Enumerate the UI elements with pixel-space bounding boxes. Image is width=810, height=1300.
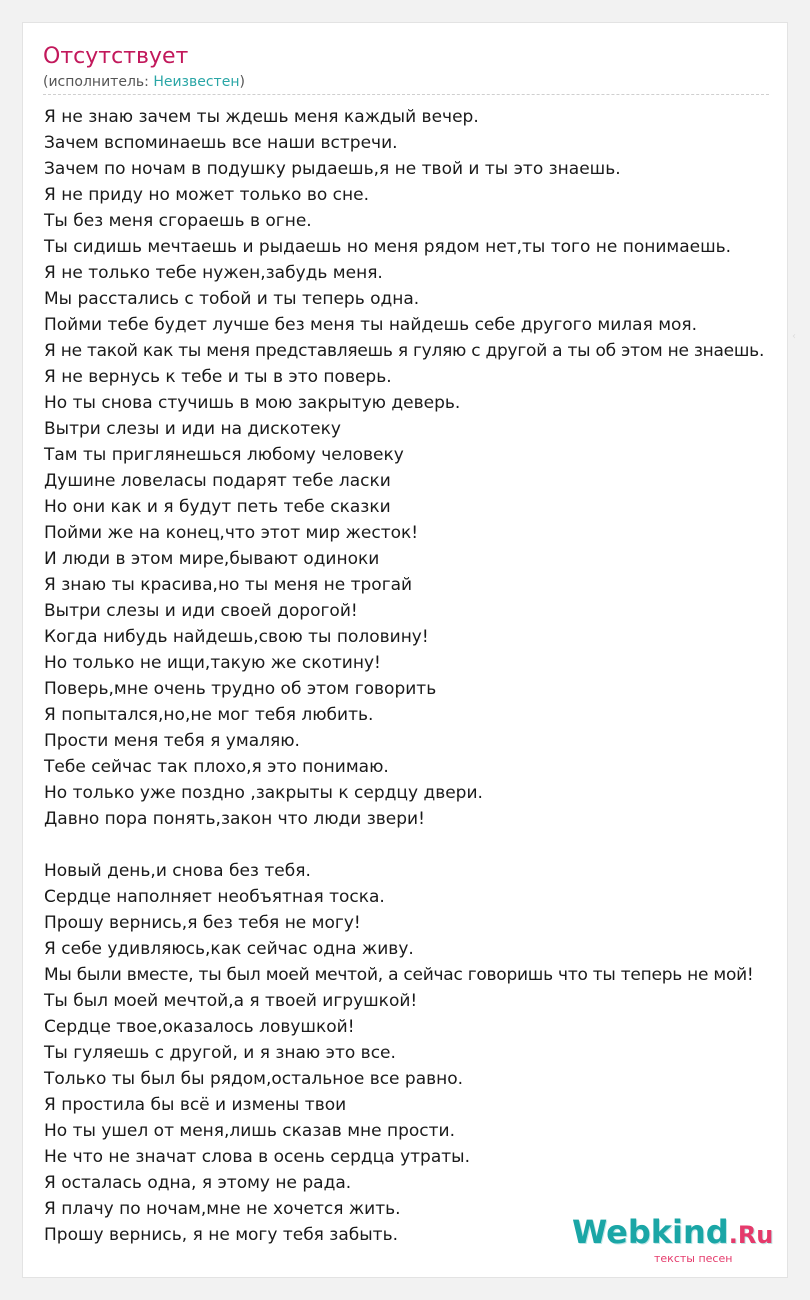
lyric-line: Душине ловеласы подарят тебе ласки [44, 471, 391, 491]
lyric-line: И люди в этом мире,бывают одиноки [44, 549, 380, 569]
lyric-line: Я себе удивляюсь,как сейчас одна живу. [44, 939, 414, 959]
lyric-line: Давно пора понять,закон что люди звери! [44, 809, 425, 829]
artist-suffix: ) [239, 74, 245, 90]
lyric-line: Новый день,и снова без тебя. [44, 861, 311, 881]
lyric-line: Я не только тебе нужен,забудь меня. [44, 263, 383, 283]
lyric-line: Ты сидишь мечтаешь и рыдаешь но меня рядом нет,ты того не понимаешь. [44, 237, 732, 257]
lyrics-card [22, 22, 788, 1278]
lyric-line: Только ты был бы рядом,остальное все равно. [44, 1069, 464, 1089]
lyric-line: Прошу вернись, я не могу тебя забыть. [44, 1225, 398, 1245]
lyric-line: Когда нибудь найдешь,свою ты половину! [44, 627, 429, 647]
lyric-line: Там ты приглянешься любому человеку [44, 445, 404, 465]
lyric-line: Вытри слезы и иди своей дорогой! [44, 601, 358, 621]
lyric-line: Мы были вместе, ты был моей мечтой, а сейчас говоришь что ты теперь не мой! [44, 965, 754, 985]
logo-wordmark [572, 1212, 773, 1255]
artist-prefix: (исполнитель: [43, 74, 154, 90]
lyric-line: Я плачу по ночам,мне не хочется жить. [44, 1199, 401, 1219]
artist-line [43, 73, 245, 91]
lyric-line: Я не знаю зачем ты ждешь меня каждый вечер. [44, 107, 479, 127]
logo-tld: .Ru [728, 1221, 774, 1249]
logo-tagline: тексты песен [654, 1252, 733, 1265]
lyric-line: Ты гуляешь с другой, и я знаю это все. [44, 1043, 396, 1063]
lyric-line: Но только уже поздно ,закрыты к сердцу двери. [44, 783, 483, 803]
lyric-line: Я попытался,но,не мог тебя любить. [44, 705, 374, 725]
lyric-line [44, 832, 788, 858]
lyric-line: Пойми же на конец,что этот мир жесток! [44, 523, 419, 543]
lyric-line: Я не вернусь к тебе и ты в это поверь. [44, 367, 392, 387]
lyric-line: Ты без меня сгораешь в огне. [44, 211, 312, 231]
lyric-line: Но они как и я будут петь тебе сказки [44, 497, 391, 517]
lyric-line: Я не приду но может только во сне. [44, 185, 370, 205]
header-divider [43, 94, 769, 95]
lyric-line: Прошу вернись,я без тебя не могу! [44, 913, 361, 933]
lyric-line: Прости меня тебя я умаляю. [44, 731, 300, 751]
lyric-line: Зачем вспоминаешь все наши встречи. [44, 133, 398, 153]
artist-link[interactable]: Неизвестен [153, 74, 240, 90]
lyric-line: Ты был моей мечтой,а я твоей игрушкой! [44, 991, 418, 1011]
lyric-line: Тебе сейчас так плохо,я это понимаю. [44, 757, 389, 777]
lyric-line: Я простила бы всё и измены твои [44, 1095, 347, 1115]
lyric-line: Зачем по ночам в подушку рыдаешь,я не твой и ты это знаешь. [44, 159, 621, 179]
logo-name: Webkind [572, 1213, 729, 1251]
lyric-line: Сердце твое,оказалось ловушкой! [44, 1017, 355, 1037]
lyric-line: Но ты ушел от меня,лишь сказав мне прости. [44, 1121, 456, 1141]
lyric-line: Я знаю ты красива,но ты меня не трогай [44, 575, 413, 595]
lyric-line: Поверь,мне очень трудно об этом говорить [44, 679, 437, 699]
scroll-hint-icon: ‹ [792, 331, 796, 342]
lyric-line: Но ты снова стучишь в мою закрытую деверь. [44, 393, 461, 413]
site-logo[interactable] [572, 1212, 774, 1268]
lyric-line: Но только не ищи,такую же скотину! [44, 653, 381, 673]
lyric-line: Я не такой как ты меня представляешь я гуляю с другой а ты об этом не знаешь. [44, 341, 765, 361]
song-title: Отсутствует [43, 44, 189, 69]
lyric-line: Сердце наполняет необъятная тоска. [44, 887, 385, 907]
lyric-line: Я осталась одна, я этому не рада. [44, 1173, 352, 1193]
lyric-line: Мы расстались с тобой и ты теперь одна. [44, 289, 420, 309]
lyric-line: Пойми тебе будет лучше без меня ты найдешь себе другого милая моя. [44, 315, 698, 335]
lyric-line: Не что не значат слова в осень сердца утраты. [44, 1147, 470, 1167]
lyrics-text [44, 104, 788, 1248]
lyric-line: Вытри слезы и иди на дискотеку [44, 419, 341, 439]
